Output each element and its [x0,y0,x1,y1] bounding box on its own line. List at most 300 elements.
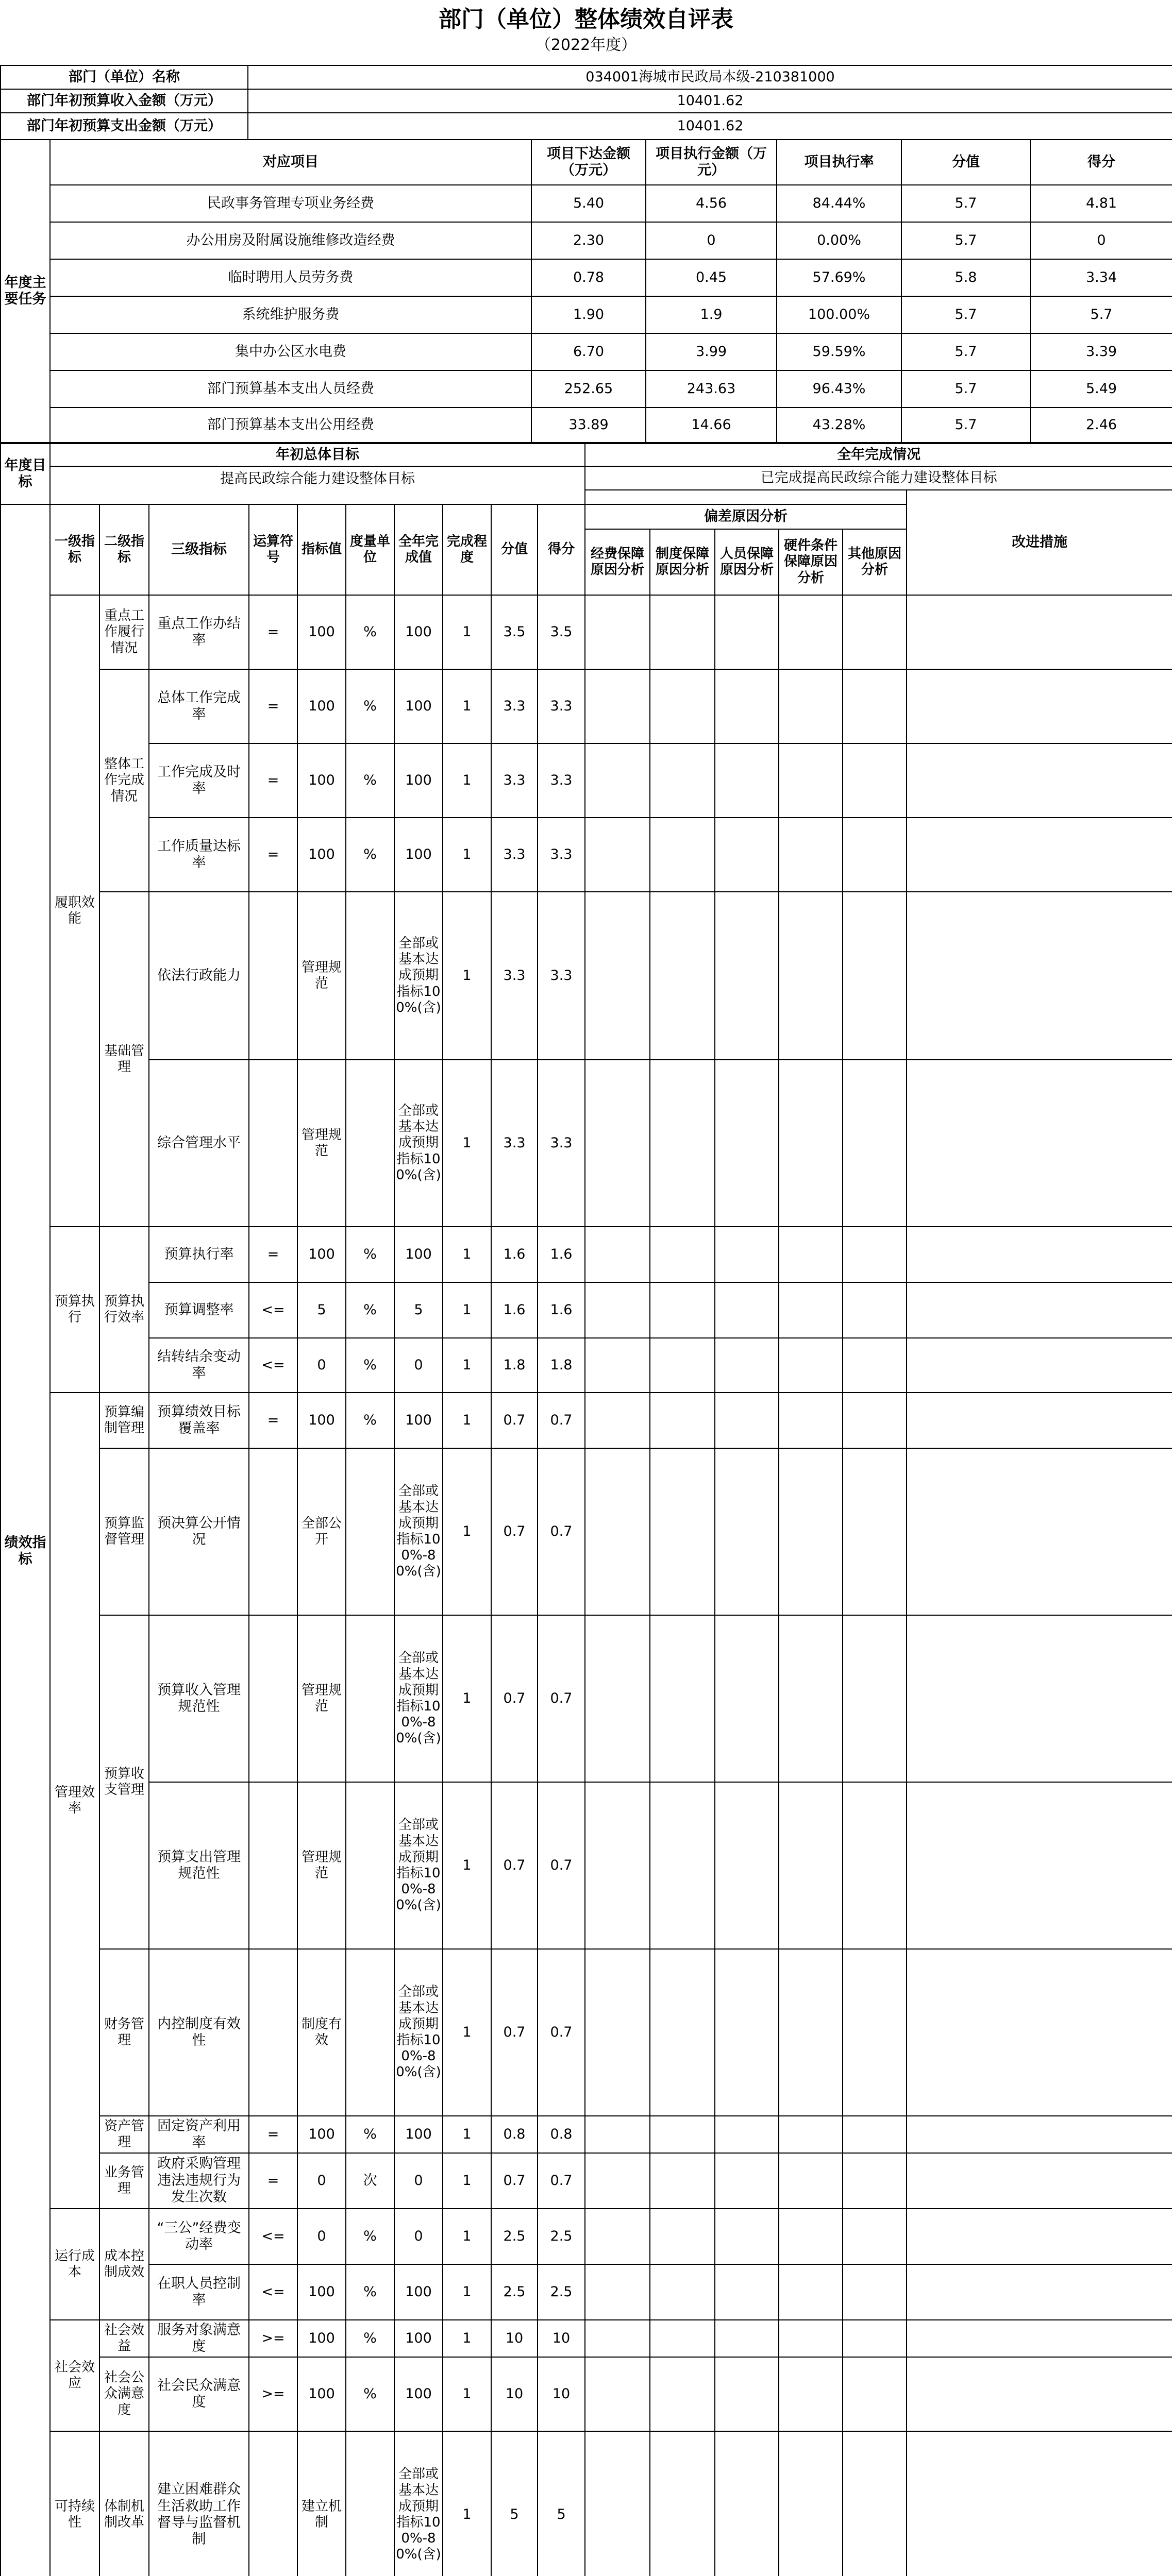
score: 0.7 [491,2153,538,2209]
val: 建立机制 [297,2431,346,2576]
val: 100 [297,2116,346,2153]
dev1 [585,2357,650,2431]
val: 0 [297,2209,346,2264]
dev3 [715,2209,779,2264]
task-exec: 1.9 [646,296,777,333]
tasks-col-amount: 项目下达金额（万元） [531,140,646,185]
income-value: 10401.62 [248,89,1172,113]
task-score: 5.7 [901,408,1030,443]
dev5 [843,2357,907,2431]
task-rate: 84.44% [777,185,901,222]
l3-name: 预算支出管理规范性 [149,1782,249,1949]
dev1 [585,2116,650,2153]
task-amount: 252.65 [531,370,646,408]
dev3 [715,1448,779,1615]
got: 10 [538,2320,585,2357]
task-name: 办公用房及附属设施维修改造经费 [50,222,531,259]
l3-name: 重点工作办结率 [149,595,249,669]
dev4 [779,595,843,669]
dev1 [585,2431,650,2576]
score: 0.7 [491,1393,538,1448]
table-row [1,370,1172,408]
task-rate: 43.28% [777,408,901,443]
unit [346,1615,394,1782]
l3-name: 预算收入管理规范性 [149,1615,249,1782]
table-row [1,408,1172,443]
score: 5 [491,2431,538,2576]
improve [907,892,1172,1060]
score: 3.3 [491,743,538,818]
dev3 [715,818,779,892]
degree: 1 [443,1393,491,1448]
dev2 [650,1615,715,1782]
dev5 [843,2209,907,2264]
dev5 [843,2320,907,2357]
table-row [1,1782,1172,1949]
table-row [1,185,1172,222]
table-row [1,1227,1172,1282]
dev4 [779,818,843,892]
goals-section-label: 年度目标 [1,444,50,504]
tasks-table [0,139,1172,443]
done: 100 [394,743,443,818]
improve [907,669,1172,743]
degree: 1 [443,2320,491,2357]
header-table [0,65,1172,140]
got: 1.6 [538,1227,585,1282]
val: 0 [297,1338,346,1393]
got: 10 [538,2357,585,2431]
goals-initial-text: 提高民政综合能力建设整体目标 [50,466,585,504]
dev3 [715,1282,779,1338]
l3-name: 建立困难群众生活救助工作督导与监督机制 [149,2431,249,2576]
degree: 1 [443,1282,491,1338]
unit: % [346,818,394,892]
got: 0.7 [538,2153,585,2209]
dev3 [715,2264,779,2320]
tasks-col-project: 对应项目 [50,140,531,185]
got: 3.3 [538,669,585,743]
table-row [1,743,1172,818]
task-got: 0 [1030,222,1172,259]
improve [907,1338,1172,1393]
op: = [249,1393,297,1448]
got: 2.5 [538,2264,585,2320]
improve [907,2209,1172,2264]
dev1 [585,2264,650,2320]
score: 0.7 [491,1782,538,1949]
val: 100 [297,595,346,669]
table-row [1,296,1172,333]
dev3 [715,2320,779,2357]
got: 3.3 [538,818,585,892]
unit: % [346,1227,394,1282]
h-score: 分值 [491,504,538,595]
score: 2.5 [491,2264,538,2320]
tasks-col-got: 得分 [1030,140,1172,185]
unit [346,1782,394,1949]
dev2 [650,743,715,818]
dev5 [843,1448,907,1615]
dev5 [843,2116,907,2153]
got: 0.8 [538,2116,585,2153]
degree: 1 [443,595,491,669]
dev2 [650,1448,715,1615]
task-amount: 33.89 [531,408,646,443]
op: = [249,669,297,743]
score: 1.8 [491,1338,538,1393]
h-dev3: 人员保障原因分析 [715,529,779,595]
task-exec: 243.63 [646,370,777,408]
task-got: 3.39 [1030,333,1172,370]
dev4 [779,2264,843,2320]
task-rate: 100.00% [777,296,901,333]
dev4 [779,2116,843,2153]
task-got: 2.46 [1030,408,1172,443]
task-name: 集中办公区水电费 [50,333,531,370]
goals-final-header: 全年完成情况 [585,444,1172,466]
dev5 [843,2431,907,2576]
dev5 [843,2153,907,2209]
l3-name: 在职人员控制率 [149,2264,249,2320]
unit [346,2431,394,2576]
val: 100 [297,743,346,818]
task-exec: 3.99 [646,333,777,370]
task-name: 临时聘用人员劳务费 [50,259,531,296]
done: 100 [394,1393,443,1448]
h-dev1: 经费保障原因分析 [585,529,650,595]
table-row [1,2264,1172,2320]
unit: % [346,2116,394,2153]
done: 全部或基本达成预期指标100%(含) [394,892,443,1060]
degree: 1 [443,1782,491,1949]
score: 0.8 [491,2116,538,2153]
table-row [1,333,1172,370]
table-row [1,1393,1172,1448]
score: 0.7 [491,1949,538,2116]
val: 管理规范 [297,1782,346,1949]
h-l2: 二级指标 [99,504,149,595]
l1-e: 社会效应 [50,2320,99,2431]
dev4 [779,1338,843,1393]
task-score: 5.7 [901,222,1030,259]
done: 0 [394,2209,443,2264]
h-l3: 三级指标 [149,504,249,595]
op [249,1448,297,1615]
dev2 [650,2264,715,2320]
degree: 1 [443,2431,491,2576]
improve [907,818,1172,892]
dev2 [650,595,715,669]
l2-c6: 业务管理 [99,2153,149,2209]
val: 100 [297,1393,346,1448]
l1-c: 管理效率 [50,1393,99,2209]
task-amount: 2.30 [531,222,646,259]
dept-label: 部门（单位）名称 [1,65,248,89]
op: <= [249,2209,297,2264]
dev4 [779,2209,843,2264]
done: 全部或基本达成预期指标100%-80%(含) [394,1949,443,2116]
task-name: 系统维护服务费 [50,296,531,333]
l3-name: 预决算公开情况 [149,1448,249,1615]
done: 全部或基本达成预期指标100%(含) [394,1060,443,1227]
unit: % [346,1282,394,1338]
got: 3.3 [538,1060,585,1227]
val: 5 [297,1282,346,1338]
improve [907,595,1172,669]
table-row [1,892,1172,1060]
got: 2.5 [538,2209,585,2264]
dev4 [779,2153,843,2209]
expense-label: 部门年初预算支出金额（万元） [1,113,248,140]
degree: 1 [443,1338,491,1393]
dev5 [843,1782,907,1949]
score: 0.7 [491,1615,538,1782]
got: 3.3 [538,743,585,818]
l3-name: “三公”经费变动率 [149,2209,249,2264]
dev2 [650,1338,715,1393]
tasks-col-exec: 项目执行金额（万元） [646,140,777,185]
done: 100 [394,818,443,892]
score: 0.7 [491,1448,538,1615]
unit: % [346,1393,394,1448]
degree: 1 [443,1615,491,1782]
dev4 [779,743,843,818]
op: <= [249,1338,297,1393]
op: <= [249,2264,297,2320]
l2-d1: 成本控制成效 [99,2209,149,2320]
dev1 [585,1782,650,1949]
table-row [1,818,1172,892]
h-unit: 度量单位 [346,504,394,595]
dev3 [715,1782,779,1949]
dev4 [779,1393,843,1448]
done: 5 [394,1282,443,1338]
h-val: 指标值 [297,504,346,595]
table-row [1,1282,1172,1338]
table-row [1,1448,1172,1615]
goals-initial-header: 年初总体目标 [50,444,585,466]
dev4 [779,2357,843,2431]
got: 0.7 [538,1782,585,1949]
page-title: 部门（单位）整体绩效自评表 [439,6,733,32]
improve [907,1949,1172,2116]
degree: 1 [443,2209,491,2264]
done: 0 [394,2153,443,2209]
l3-name: 工作完成及时率 [149,743,249,818]
got: 0.7 [538,1615,585,1782]
h-degree: 完成程度 [443,504,491,595]
l3-name: 工作质量达标率 [149,818,249,892]
degree: 1 [443,1949,491,2116]
unit [346,1949,394,2116]
done: 全部或基本达成预期指标100%-80%(含) [394,2431,443,2576]
got: 0.7 [538,1949,585,2116]
table-row [1,595,1172,669]
l2-c3: 预算收支管理 [99,1615,149,1949]
val: 100 [297,669,346,743]
unit: % [346,2320,394,2357]
table-row [1,1338,1172,1393]
table-row [1,2320,1172,2357]
dev1 [585,1949,650,2116]
table-row [1,2209,1172,2264]
task-amount: 6.70 [531,333,646,370]
degree: 1 [443,1060,491,1227]
tasks-section-label: 年度主要任务 [1,140,50,443]
val: 全部公开 [297,1448,346,1615]
op [249,1615,297,1782]
degree: 1 [443,2153,491,2209]
dev1 [585,1282,650,1338]
dev2 [650,2320,715,2357]
dev2 [650,1393,715,1448]
dev5 [843,1060,907,1227]
dev2 [650,2431,715,2576]
task-got: 5.7 [1030,296,1172,333]
table-row [1,222,1172,259]
unit: % [346,595,394,669]
dev5 [843,1393,907,1448]
score: 3.3 [491,892,538,1060]
score: 2.5 [491,2209,538,2264]
dev1 [585,2209,650,2264]
dev2 [650,1949,715,2116]
dev5 [843,1949,907,2116]
blank-cell [585,490,907,504]
dev1 [585,1338,650,1393]
expense-value: 10401.62 [248,113,1172,140]
improve [907,1282,1172,1338]
score: 3.3 [491,669,538,743]
task-amount: 5.40 [531,185,646,222]
unit: % [346,743,394,818]
dev4 [779,2431,843,2576]
dev3 [715,1393,779,1448]
op [249,1060,297,1227]
perf-section-label: 绩效指标 [1,504,50,2576]
op: = [249,818,297,892]
val: 100 [297,2357,346,2431]
unit [346,892,394,1060]
l3-name: 预算绩效目标覆盖率 [149,1393,249,1448]
dev5 [843,892,907,1060]
dev2 [650,1227,715,1282]
h-op: 运算符号 [249,504,297,595]
dev1 [585,669,650,743]
op: >= [249,2357,297,2431]
degree: 1 [443,669,491,743]
l2-e2: 社会公众满意度 [99,2357,149,2431]
l3-name: 固定资产利用率 [149,2116,249,2153]
l1-d: 运行成本 [50,2209,99,2320]
dev2 [650,2153,715,2209]
table-row [1,1615,1172,1782]
improve [907,2264,1172,2320]
op: = [249,2153,297,2209]
table-row [1,1060,1172,1227]
improve [907,743,1172,818]
h-l1: 一级指标 [50,504,99,595]
l3-name: 总体工作完成率 [149,669,249,743]
improve [907,2153,1172,2209]
task-exec: 0.45 [646,259,777,296]
l3-name: 预算执行率 [149,1227,249,1282]
dev2 [650,1060,715,1227]
dev3 [715,1949,779,2116]
val: 管理规范 [297,892,346,1060]
task-name: 部门预算基本支出人员经费 [50,370,531,408]
dev1 [585,743,650,818]
dev4 [779,1782,843,1949]
l2-b1: 预算执行效率 [99,1227,149,1393]
got: 3.5 [538,595,585,669]
done: 100 [394,2264,443,2320]
val: 100 [297,818,346,892]
task-exec: 0 [646,222,777,259]
done: 全部或基本达成预期指标100%-80%(含) [394,1782,443,1949]
task-exec: 4.56 [646,185,777,222]
improve [907,2357,1172,2431]
l2-a2: 整体工作完成情况 [99,669,149,892]
done: 100 [394,2357,443,2431]
unit [346,1448,394,1615]
val: 管理规范 [297,1060,346,1227]
task-name: 部门预算基本支出公用经费 [50,408,531,443]
dev1 [585,2153,650,2209]
task-got: 3.34 [1030,259,1172,296]
dev3 [715,1338,779,1393]
dev2 [650,892,715,1060]
got: 5 [538,2431,585,2576]
dev4 [779,892,843,1060]
l2-c5: 资产管理 [99,2116,149,2153]
dev5 [843,818,907,892]
dev3 [715,892,779,1060]
dev4 [779,1448,843,1615]
h-got: 得分 [538,504,585,595]
done: 100 [394,2116,443,2153]
dev4 [779,1615,843,1782]
val: 制度有效 [297,1949,346,2116]
dev4 [779,2320,843,2357]
h-dev5: 其他原因分析 [843,529,907,595]
dev3 [715,2431,779,2576]
task-amount: 0.78 [531,259,646,296]
dev4 [779,669,843,743]
dev5 [843,669,907,743]
op [249,1782,297,1949]
task-amount: 1.90 [531,296,646,333]
dev4 [779,1227,843,1282]
improve-header: 改进措施 [907,490,1172,595]
dev4 [779,1282,843,1338]
dev5 [843,1227,907,1282]
dev3 [715,2153,779,2209]
goals-final-text: 已完成提高民政综合能力建设整体目标 [585,466,1172,490]
task-score: 5.8 [901,259,1030,296]
l3-name: 预算调整率 [149,1282,249,1338]
table-row [1,2116,1172,2153]
dev3 [715,2116,779,2153]
score: 3.5 [491,595,538,669]
improve [907,1782,1172,1949]
dev4 [779,1949,843,2116]
income-label: 部门年初预算收入金额（万元） [1,89,248,113]
got: 3.3 [538,892,585,1060]
dev1 [585,1615,650,1782]
unit [346,1060,394,1227]
